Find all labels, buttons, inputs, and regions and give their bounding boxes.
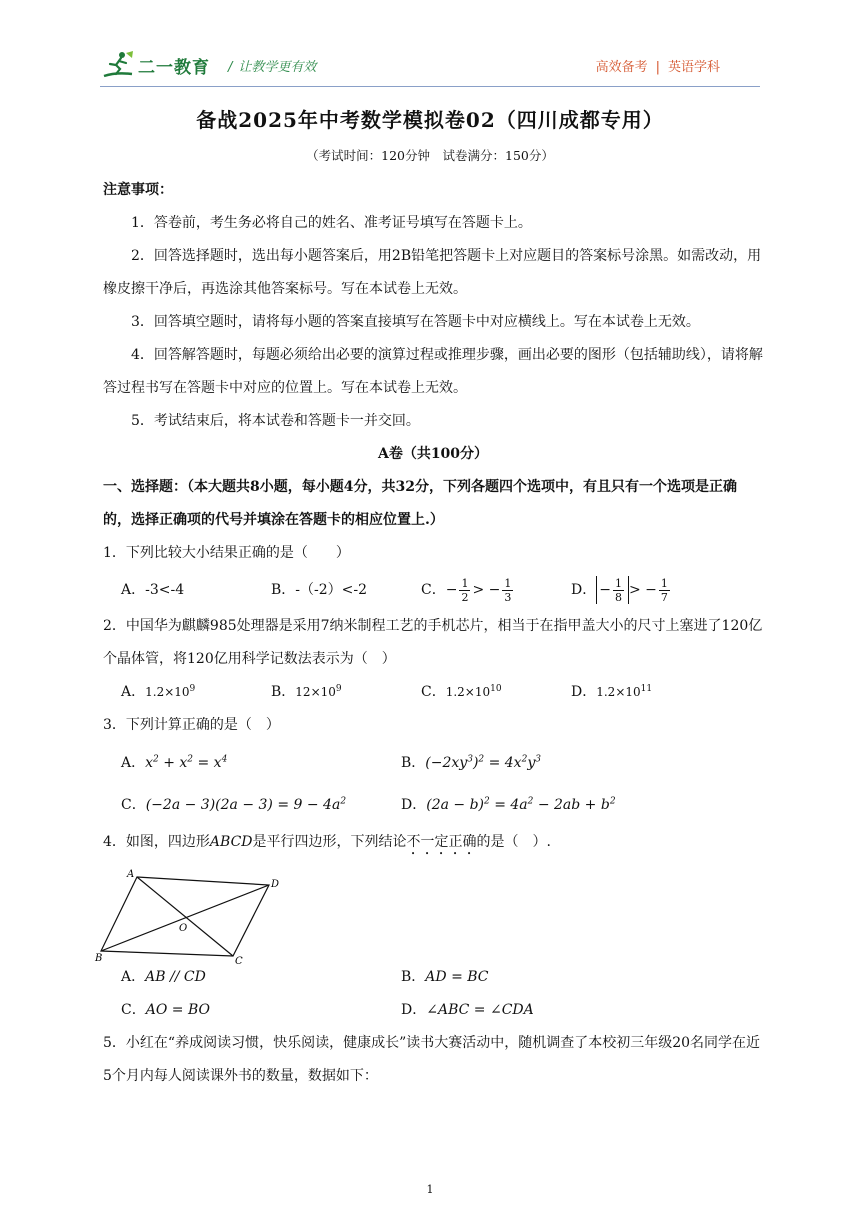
- question-4-options-row1: [103, 961, 763, 994]
- page-title: 备战2025年中考数学模拟卷02（四川成都专用）: [196, 108, 664, 132]
- parallelogram-figure: [95, 859, 763, 967]
- question-2-stem: 2．中国华为麒麟985处理器是采用7纳米制程工艺的手机芯片，相当于在指甲盖大小的尺寸上塞进了120亿个晶体管，将120亿用科学记数法表示为（ ）: [103, 618, 763, 667]
- option-d: D． − $\frac{1}{8}$ > − $\frac{1}{7}$: [571, 576, 668, 604]
- note-item: 4．回答解答题时，每题必须给出必要的演算过程或推理步骤，画出必要的图形（包括辅助线），请将解答过程书写在答题卡中对应的位置上。写在本试卷上无效。: [103, 347, 763, 396]
- page-header: [100, 46, 760, 87]
- option-a: A．AB // CD: [121, 969, 206, 985]
- option-a: A．-3<-4: [121, 582, 185, 598]
- option-d: D．∠ABC = ∠CDA: [401, 1002, 534, 1018]
- section-heading: A卷（共100分）: [377, 446, 489, 462]
- option-b: B．$12\times 10^9$: [271, 684, 342, 700]
- option-b: B．-（-2）<-2: [271, 582, 368, 598]
- logo-text: 二一教育: [138, 57, 210, 78]
- vertex-d-label: D: [271, 879, 280, 890]
- header-tagline: 高效备考 | 英语学科: [595, 60, 720, 75]
- option-b: B．AD = BC: [401, 969, 489, 985]
- question-5-stem: 5．小红在“养成阅读习惯，快乐阅读，健康成长”读书大赛活动中，随机调查了本校初三年级20名同学在近5个月内每人阅读课外书的数量，数据如下：: [103, 1035, 761, 1084]
- vertex-a-label: A: [127, 869, 135, 880]
- runner-logo-icon: [102, 50, 136, 80]
- exam-content: [95, 174, 763, 1093]
- option-b: B．$(-2xy^3)^2 = 4x^2y^3$: [401, 754, 541, 771]
- question-4-stem: 4．如图，四边形ABCD是平行四边形，下列结论不一定正确的是（ ）.: [103, 834, 551, 850]
- option-c: C．$1.2\times 10^{10}$: [421, 684, 502, 700]
- question-3-stem: 3．下列计算正确的是（ ）: [103, 717, 280, 733]
- note-item: 2．回答选择题时，选出每小题答案后，用2B铅笔把答题卡上对应题目的答案标号涂黑。如需改动，用橡皮擦干净后，再选涂其他答案标号。写在本试卷上无效。: [103, 248, 762, 297]
- option-c: C．$(-2a - 3)(2a - 3) = 9 - 4a^2$: [121, 796, 347, 813]
- vertex-b-label: B: [95, 953, 103, 964]
- question-4-options-row2: [103, 994, 763, 1027]
- question-3-options-row2: [103, 784, 763, 826]
- page-number: 1: [426, 1183, 434, 1196]
- center-o-label: O: [179, 923, 188, 934]
- note-item: 3．回答填空题时，请将每小题的答案直接填写在答题卡中对应横线上。写在本试卷上无效。: [131, 314, 700, 330]
- option-c: C．AO = BO: [121, 1002, 210, 1018]
- option-a: A．$x^2 + x^2 = x^4$: [121, 754, 228, 771]
- part-heading: 一、选择题：（本大题共8小题，每小题4分，共32分，下列各题四个选项中，有且只有一个选项是正确的，选择正确项的代号并填涂在答题卡的相应位置上.）: [103, 479, 737, 528]
- option-a: A．$1.2\times 10^9$: [121, 684, 196, 700]
- question-1-options: [103, 570, 763, 610]
- option-d: D．$1.2\times 10^{11}$: [571, 684, 653, 700]
- exam-info: （考试时间：120分钟 试卷满分：150分）: [306, 148, 554, 163]
- note-item: 1．答卷前，考生务必将自己的姓名、准考证号填写在答题卡上。: [131, 215, 532, 231]
- option-c: C．− $\frac{1}{2}$ > − $\frac{1}{3}$: [421, 576, 512, 604]
- note-item: 5．考试结束后，将本试卷和答题卡一并交回。: [131, 413, 420, 429]
- vertex-c-label: C: [235, 956, 243, 967]
- question-2-options: [103, 676, 763, 709]
- question-3-options-row1: [103, 742, 763, 784]
- option-d: D．$(2a - b)^2 = 4a^2 - 2ab + b^2$: [401, 796, 616, 813]
- notes-heading: 注意事项：: [103, 182, 173, 198]
- logo: [102, 50, 316, 80]
- slogan: / 让教学更有效: [228, 59, 317, 75]
- question-1-stem: 1．下列比较大小结果正确的是（ ）: [103, 545, 350, 561]
